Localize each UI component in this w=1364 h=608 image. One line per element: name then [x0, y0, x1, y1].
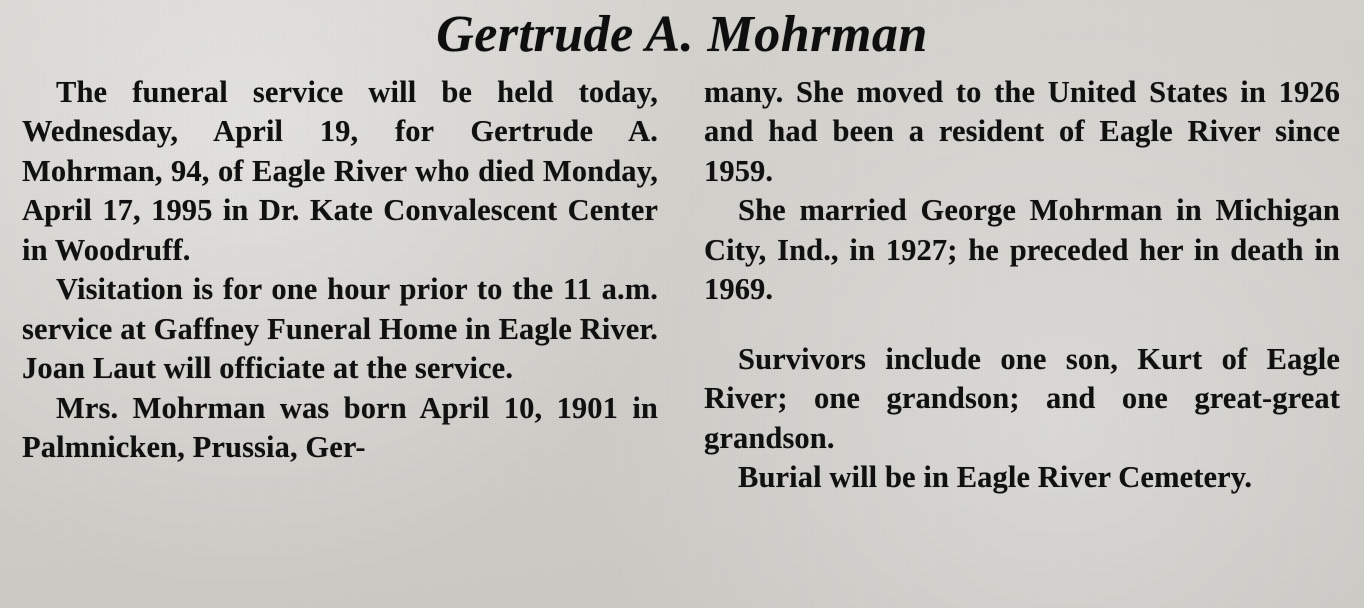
paragraph-birth: Mrs. Mohrman was born April 10, 1901 in Palmnicken, Prussia, Ger-	[22, 390, 658, 465]
paragraph-funeral-service: The funeral service will be held today, Wednesday, April 19, for Gertrude A. Mohrman, 94, of Eagle River who died Monday, April 17, 1995 in Dr. Kate Convalescent Center in Woodruff.	[22, 74, 658, 267]
paragraph-visitation: Visitation is for one hour prior to the 11 a.m. service at Gaffney Funeral Home in Eagle River. Joan Laut will officiate at the service.	[22, 272, 658, 386]
page-title: Gertrude A. Mohrman	[436, 6, 928, 63]
paragraph-survivors: Survivors include one son, Kurt of Eagle River; one grandson; and one great-great grandson.	[704, 341, 1340, 455]
column-break-gap	[704, 310, 1340, 340]
column-right	[704, 73, 1340, 498]
paragraph-birth-continued: many. She moved to the United States in 1926 and had been a resident of Eagle River since 1959.	[704, 74, 1340, 188]
column-left	[22, 73, 658, 498]
article-columns	[18, 73, 1346, 498]
paragraph-marriage: She married George Mohrman in Michigan City, Ind., in 1927; he preceded her in death in 1969.	[704, 193, 1340, 307]
paragraph-burial: Burial will be in Eagle River Cemetery.	[738, 460, 1253, 495]
